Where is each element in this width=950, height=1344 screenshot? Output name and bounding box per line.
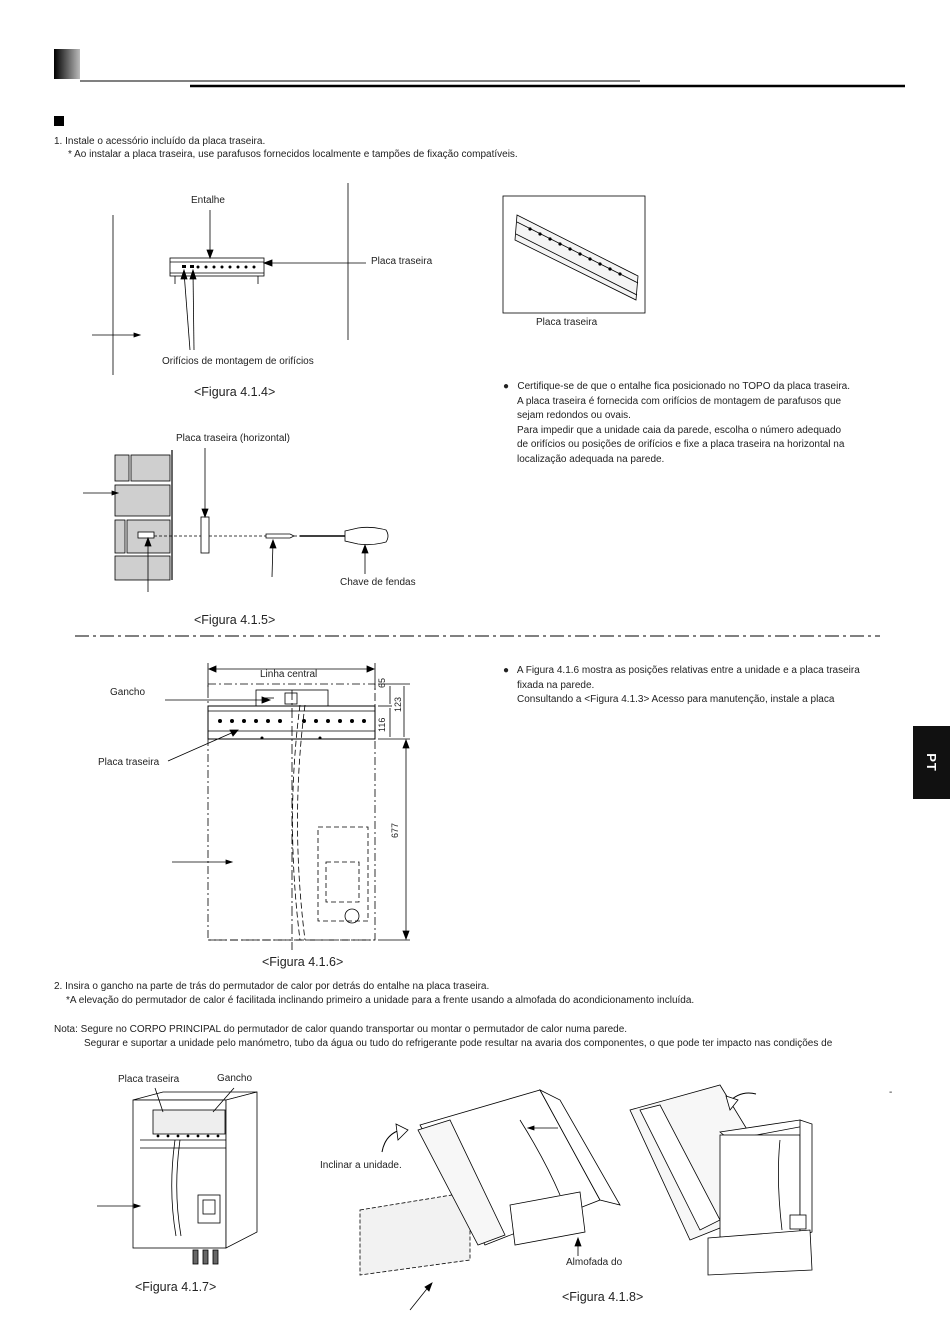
label-backplate-417: Placa traseira xyxy=(118,1074,180,1085)
label-mounting-holes: Orifícios de montagem de orifícios xyxy=(162,356,314,367)
header-block xyxy=(54,49,80,79)
language-tab-label: PT xyxy=(924,753,939,772)
label-packing-pad: Almofada do xyxy=(566,1257,623,1268)
label-centerline: Linha central xyxy=(260,669,318,680)
label-backplate-416: Placa traseira xyxy=(98,757,160,768)
label-backplate-horizontal: Placa traseira (horizontal) xyxy=(176,433,290,444)
dim-65: 65 xyxy=(377,677,387,688)
label-screwdriver: Chave de fendas xyxy=(340,577,416,588)
dim-116: 116 xyxy=(377,717,387,732)
dim-677: 677 xyxy=(390,822,400,838)
bullet2-line2: fixada na parede. xyxy=(517,679,595,691)
caption-figure-4-1-7: <Figura 4.1.7> xyxy=(135,1280,217,1294)
note-line1: Nota: Segure no CORPO PRINCIPAL do permutador de calor quando transportar ou montar o permutador de calor numa parede. xyxy=(54,1024,628,1035)
bullet1-line4: Para impedir que a unidade caia da parede, escolha o número adequado xyxy=(517,424,842,436)
bullet1-line3: sejam redondos ou ovais. xyxy=(517,410,631,421)
bullet1-line1: Certifique-se de que o entalhe fica posicionado no TOPO da placa traseira. xyxy=(517,381,850,392)
caption-figure-4-1-8: <Figura 4.1.8> xyxy=(562,1290,644,1304)
bullet1-line5: de orifícios ou posições de orifícios e fixe a placa traseira na horizontal na xyxy=(517,439,845,450)
figure-4-1-8-left xyxy=(360,1090,623,1310)
step1-line2: * Ao instalar a placa traseira, use parafusos fornecidos localmente e tampões de fixação compatíveis. xyxy=(68,149,518,160)
step1-line1: 1. Instale o acessório incluído da placa traseira. xyxy=(54,136,266,147)
label-backplate-414: Placa traseira xyxy=(371,256,433,267)
label-dash: - xyxy=(889,1087,893,1098)
label-tilt-unit: Inclinar a unidade. xyxy=(320,1160,402,1171)
caption-figure-4-1-5: <Figura 4.1.5> xyxy=(194,613,276,627)
step2-line2: *A elevação do permutador de calor é facilitada inclinando primeiro a unidade para a frente usando a almofada do acondicionamento incluída. xyxy=(66,995,695,1006)
figure-4-1-5 xyxy=(83,448,388,592)
figure-4-1-4 xyxy=(92,183,366,375)
section-square-icon xyxy=(54,116,64,126)
bullet2-line1: A Figura 4.1.6 mostra as posições relativas entre a unidade e a placa traseira xyxy=(516,665,860,676)
figure-4-1-8-right xyxy=(630,1085,812,1275)
bullet1-line2: A placa traseira é fornecida com orifícios de montagem de parafusos que xyxy=(517,395,842,407)
bullet-relative-positions: ● A Figura 4.1.6 mostra as posições relativas entre a unidade e a placa traseira fixada na parede. Consultando a <Figura 4.1.3> Acesso para manutenção, instale a placa xyxy=(503,665,860,705)
bullet-backplate-notes: ● Certifique-se de que o entalhe fica posicionado no TOPO da placa traseira. A placa traseira é fornecida com orifícios de montagem de parafusos que sejam redondos ou ovais. Para impedir que a unidade caia da parede, escolha o número adequado de orifícios ou posições de orifícios e fixe a placa traseira na horizontal na localização adequada na parede. xyxy=(503,381,850,465)
figure-4-1-6 xyxy=(165,663,410,950)
bullet2-line3: Consultando a <Figura 4.1.3> Acesso para manutenção, instale a placa xyxy=(517,694,835,705)
note-line2: Segurar e suportar a unidade pelo manómetro, tubo da água ou tudo do refrigerante pode resultar na avaria dos componentes, o que pode ter impacto nas condições de xyxy=(84,1038,833,1049)
language-tab xyxy=(913,726,950,799)
backplate-photo xyxy=(503,196,645,313)
caption-figure-4-1-4: <Figura 4.1.4> xyxy=(194,385,276,399)
figure-4-1-7 xyxy=(97,1088,257,1264)
bullet1-line6: localização adequada na parede. xyxy=(517,453,665,465)
label-notch: Entalhe xyxy=(191,195,225,206)
dim-123: 123 xyxy=(393,696,403,712)
label-hook-417: Gancho xyxy=(217,1073,253,1084)
caption-figure-4-1-6: <Figura 4.1.6> xyxy=(262,955,344,969)
step2-line1: 2. Insira o gancho na parte de trás do permutador de calor por detrás do entalhe na placa traseira. xyxy=(54,981,490,992)
label-hook-416: Gancho xyxy=(110,687,146,698)
label-photo-backplate: Placa traseira xyxy=(536,317,598,328)
